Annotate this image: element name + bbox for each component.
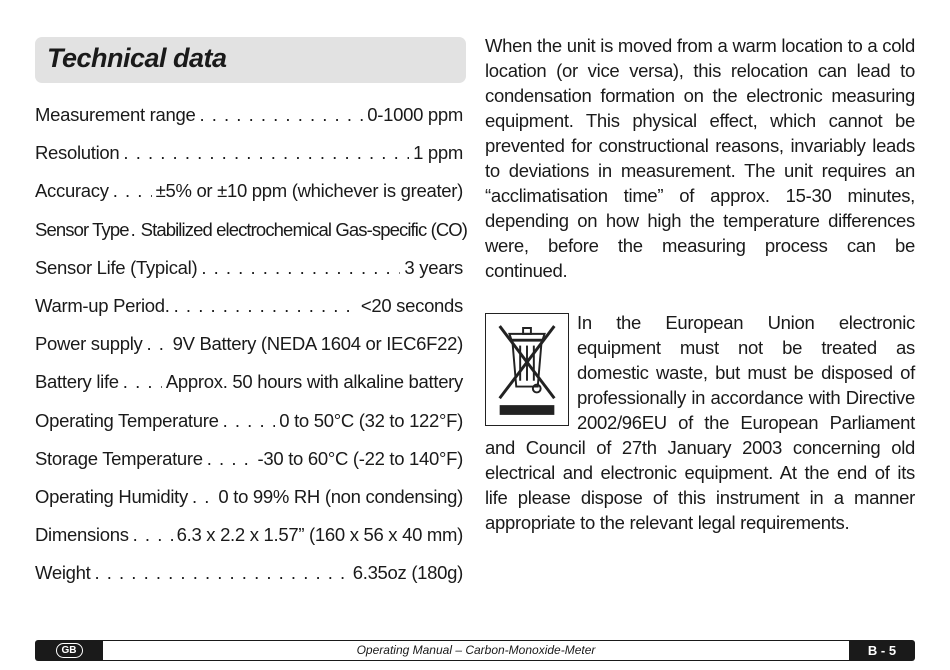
dot-leader — [94, 556, 348, 590]
spec-value: Stabilized electrochemical Gas-specific (CO) — [140, 218, 468, 240]
spec-label: Dimensions — [35, 524, 129, 546]
spec-row — [35, 174, 463, 212]
spec-label: Weight — [35, 562, 91, 584]
spec-label: Battery life — [35, 371, 119, 393]
spec-value: 0-1000 ppm — [367, 104, 463, 125]
dot-leader — [133, 518, 173, 552]
spec-label: Power supply — [35, 333, 143, 355]
dot-leader — [192, 480, 214, 514]
country-badge: GB — [56, 643, 83, 658]
dot-leader — [113, 174, 152, 208]
spec-row — [35, 404, 463, 442]
weee-section — [485, 310, 915, 535]
dot-leader — [131, 213, 139, 247]
spec-list — [35, 98, 468, 594]
spec-label: Storage Temperature — [35, 447, 203, 469]
dot-leader — [174, 289, 357, 323]
spec-row — [35, 442, 463, 480]
spec-row — [35, 480, 463, 518]
page-number: B - 5 — [849, 640, 915, 661]
dot-leader — [123, 136, 409, 170]
spec-value: 0 to 50°C (32 to 122°F) — [279, 409, 463, 431]
dot-leader — [201, 251, 400, 285]
country-badge-block — [35, 640, 103, 661]
spec-label: Operating Temperature — [35, 409, 219, 431]
spec-value: 3 years — [404, 256, 463, 278]
spec-label: Warm-up Period. — [35, 294, 170, 316]
spec-value: 6.35oz (180g) — [352, 562, 463, 584]
spec-value: 6.3 x 2.2 x 1.57” (160 x 56 x 40 mm) — [176, 524, 463, 546]
page-footer — [35, 640, 915, 661]
spec-row — [35, 518, 463, 556]
section-heading-box — [35, 37, 466, 83]
dot-leader — [123, 365, 162, 399]
spec-row — [35, 251, 463, 289]
spec-row — [35, 327, 463, 365]
spec-label: Operating Humidity — [35, 485, 188, 507]
spec-value: 0 to 99% RH (non condensing) — [218, 485, 463, 507]
spec-label: Accuracy — [35, 180, 109, 202]
spec-label: Measurement range — [35, 104, 196, 125]
spec-value: ±5% or ±10 ppm (whichever is greater) — [155, 180, 463, 202]
dot-leader — [223, 404, 276, 438]
spec-row — [35, 136, 463, 174]
spec-value: 1 ppm — [413, 142, 463, 164]
spec-label: Sensor Life (Typical) — [35, 256, 198, 278]
dot-leader — [146, 327, 168, 361]
right-column — [485, 33, 915, 535]
spec-row — [35, 213, 468, 251]
spec-row — [35, 98, 463, 136]
weee-paragraph: In the European Union electronic equipment must not be treated as domestic waste, but must be disposed of professionally in accordance with Directive 2002/96EU of the European Parliament and Council of 27th January 2003 concerning old electrical and electronic equipment. At the end of its life please dispose of this instrument in a manner appropriate to the relevant legal requirements. — [485, 312, 915, 533]
spec-value: -30 to 60°C (-22 to 140°F) — [257, 447, 463, 469]
spec-row — [35, 365, 463, 403]
spec-label: Resolution — [35, 142, 120, 164]
crossed-out-wheelie-bin-icon — [485, 313, 569, 426]
page-title: Technical data — [47, 43, 227, 73]
manual-title: Operating Manual – Carbon-Monoxide-Meter — [103, 640, 849, 661]
spec-value: <20 seconds — [360, 294, 463, 316]
spec-row — [35, 556, 463, 594]
condensation-paragraph: When the unit is moved from a warm location to a cold location (or vice versa), this relocation can lead to condensation formation on the electronic measuring equipment. This physical effect, which cannot be prevented for constructional reasons, invariably leads to deviations in measurement. The unit requires an “acclimatisation time” of approx. 15-30 minutes, depending on how high the temperature differences were, before the measuring process can be continued. — [485, 35, 915, 281]
dot-leader — [199, 98, 363, 132]
spec-row — [35, 289, 463, 327]
spec-value: Approx. 50 hours with alkaline battery — [165, 371, 463, 393]
spec-value: 9V Battery (NEDA 1604 or IEC6F22) — [172, 333, 463, 355]
dot-leader — [207, 442, 254, 476]
spec-label: Sensor Type — [35, 218, 129, 240]
